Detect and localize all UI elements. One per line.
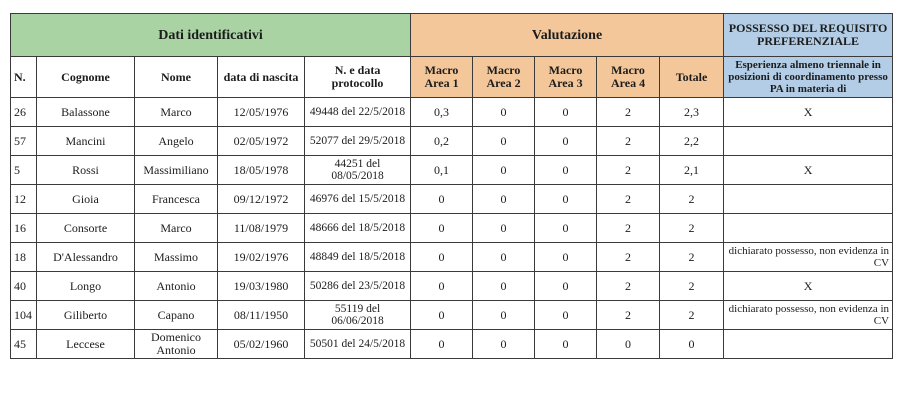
cell-nome: Francesca [135,185,218,214]
cell-requisito: X [724,156,893,185]
cell-nome: Antonio [135,272,218,301]
cell-nascita: 11/08/1979 [218,214,305,243]
cell-area2: 0 [473,243,535,272]
cell-area3: 0 [535,98,597,127]
cell-requisito [724,214,893,243]
cell-totale: 2 [660,272,724,301]
cell-nome: Marco [135,98,218,127]
cell-area4: 2 [597,272,660,301]
cell-n: 18 [11,243,37,272]
cell-area1: 0 [411,330,473,359]
cell-nascita: 19/02/1976 [218,243,305,272]
table-body [11,98,893,359]
cell-cognome: Rossi [37,156,135,185]
cell-nascita: 05/02/1960 [218,330,305,359]
cell-totale: 2 [660,185,724,214]
table-row [11,214,893,243]
cell-cognome: Balassone [37,98,135,127]
cell-requisito [724,185,893,214]
cell-area2: 0 [473,127,535,156]
cell-nome: Angelo [135,127,218,156]
cell-cognome: Leccese [37,330,135,359]
cell-nascita: 02/05/1972 [218,127,305,156]
cell-area4: 2 [597,98,660,127]
cell-n: 40 [11,272,37,301]
table-row [11,127,893,156]
table-row [11,272,893,301]
col-header-totale: Totale [660,57,724,98]
col-header-cognome: Cognome [37,57,135,98]
ranking-table-container [10,13,893,359]
cell-cognome: Consorte [37,214,135,243]
col-header-protocollo: N. e data protocollo [305,57,411,98]
cell-n: 16 [11,214,37,243]
cell-area4: 2 [597,127,660,156]
cell-area3: 0 [535,156,597,185]
cell-area3: 0 [535,243,597,272]
ranking-table [10,13,893,359]
cell-totale: 2 [660,243,724,272]
cell-area1: 0 [411,243,473,272]
cell-requisito: dichiarato possesso, non evidenza in CV [724,301,893,330]
cell-area2: 0 [473,185,535,214]
cell-requisito: X [724,272,893,301]
cell-area3: 0 [535,330,597,359]
cell-area2: 0 [473,214,535,243]
cell-nascita: 09/12/1972 [218,185,305,214]
table-row [11,301,893,330]
cell-area3: 0 [535,301,597,330]
cell-area3: 0 [535,185,597,214]
cell-nome: Massimiliano [135,156,218,185]
cell-area4: 2 [597,301,660,330]
cell-area1: 0,3 [411,98,473,127]
cell-n: 5 [11,156,37,185]
col-header-area4: Macro Area 4 [597,57,660,98]
cell-requisito [724,330,893,359]
cell-cognome: D'Alessandro [37,243,135,272]
cell-protocollo: 44251 del 08/05/2018 [305,156,411,185]
group-header-requisito: POSSESSO DEL REQUISITO PREFERENZIALE [724,14,893,57]
cell-cognome: Gioia [37,185,135,214]
cell-area3: 0 [535,214,597,243]
cell-area2: 0 [473,156,535,185]
cell-protocollo: 49448 del 22/5/2018 [305,98,411,127]
cell-n: 45 [11,330,37,359]
cell-nascita: 18/05/1978 [218,156,305,185]
col-header-nascita: data di nascita [218,57,305,98]
cell-protocollo: 50286 del 23/5/2018 [305,272,411,301]
cell-n: 57 [11,127,37,156]
table-row [11,330,893,359]
cell-cognome: Giliberto [37,301,135,330]
cell-nascita: 08/11/1950 [218,301,305,330]
col-header-area1: Macro Area 1 [411,57,473,98]
cell-area3: 0 [535,272,597,301]
cell-area4: 2 [597,156,660,185]
cell-cognome: Mancini [37,127,135,156]
cell-n: 26 [11,98,37,127]
cell-area2: 0 [473,330,535,359]
cell-protocollo: 48849 del 18/5/2018 [305,243,411,272]
cell-area1: 0 [411,185,473,214]
cell-area4: 0 [597,330,660,359]
cell-area3: 0 [535,127,597,156]
cell-protocollo: 46976 del 15/5/2018 [305,185,411,214]
cell-protocollo: 50501 del 24/5/2018 [305,330,411,359]
cell-nome: Marco [135,214,218,243]
cell-nome: Massimo [135,243,218,272]
cell-nascita: 19/03/1980 [218,272,305,301]
col-header-area2: Macro Area 2 [473,57,535,98]
col-header-esperienza: Esperienza almeno triennale in posizioni di coordinamento presso PA in materia di [724,57,893,98]
cell-area2: 0 [473,98,535,127]
cell-area2: 0 [473,272,535,301]
cell-totale: 2,3 [660,98,724,127]
cell-area1: 0,2 [411,127,473,156]
table-row [11,185,893,214]
cell-area1: 0 [411,272,473,301]
group-header-row [11,14,893,57]
col-header-n: N. [11,57,37,98]
cell-totale: 2,2 [660,127,724,156]
table-row [11,243,893,272]
cell-protocollo: 55119 del 06/06/2018 [305,301,411,330]
cell-cognome: Longo [37,272,135,301]
cell-n: 104 [11,301,37,330]
group-header-identificativi: Dati identificativi [11,14,411,57]
cell-n: 12 [11,185,37,214]
cell-totale: 2,1 [660,156,724,185]
cell-area1: 0 [411,214,473,243]
table-row [11,98,893,127]
col-header-nome: Nome [135,57,218,98]
column-header-row [11,57,893,98]
cell-area1: 0 [411,301,473,330]
cell-totale: 2 [660,214,724,243]
cell-area2: 0 [473,301,535,330]
cell-nome: Domenico Antonio [135,330,218,359]
table-row [11,156,893,185]
cell-nome: Capano [135,301,218,330]
col-header-area3: Macro Area 3 [535,57,597,98]
cell-totale: 2 [660,301,724,330]
cell-nascita: 12/05/1976 [218,98,305,127]
cell-totale: 0 [660,330,724,359]
cell-protocollo: 48666 del 18/5/2018 [305,214,411,243]
cell-area1: 0,1 [411,156,473,185]
cell-area4: 2 [597,214,660,243]
cell-requisito [724,127,893,156]
cell-protocollo: 52077 del 29/5/2018 [305,127,411,156]
cell-area4: 2 [597,185,660,214]
cell-requisito: dichiarato possesso, non evidenza in CV [724,243,893,272]
group-header-valutazione: Valutazione [411,14,724,57]
cell-requisito: X [724,98,893,127]
cell-area4: 2 [597,243,660,272]
